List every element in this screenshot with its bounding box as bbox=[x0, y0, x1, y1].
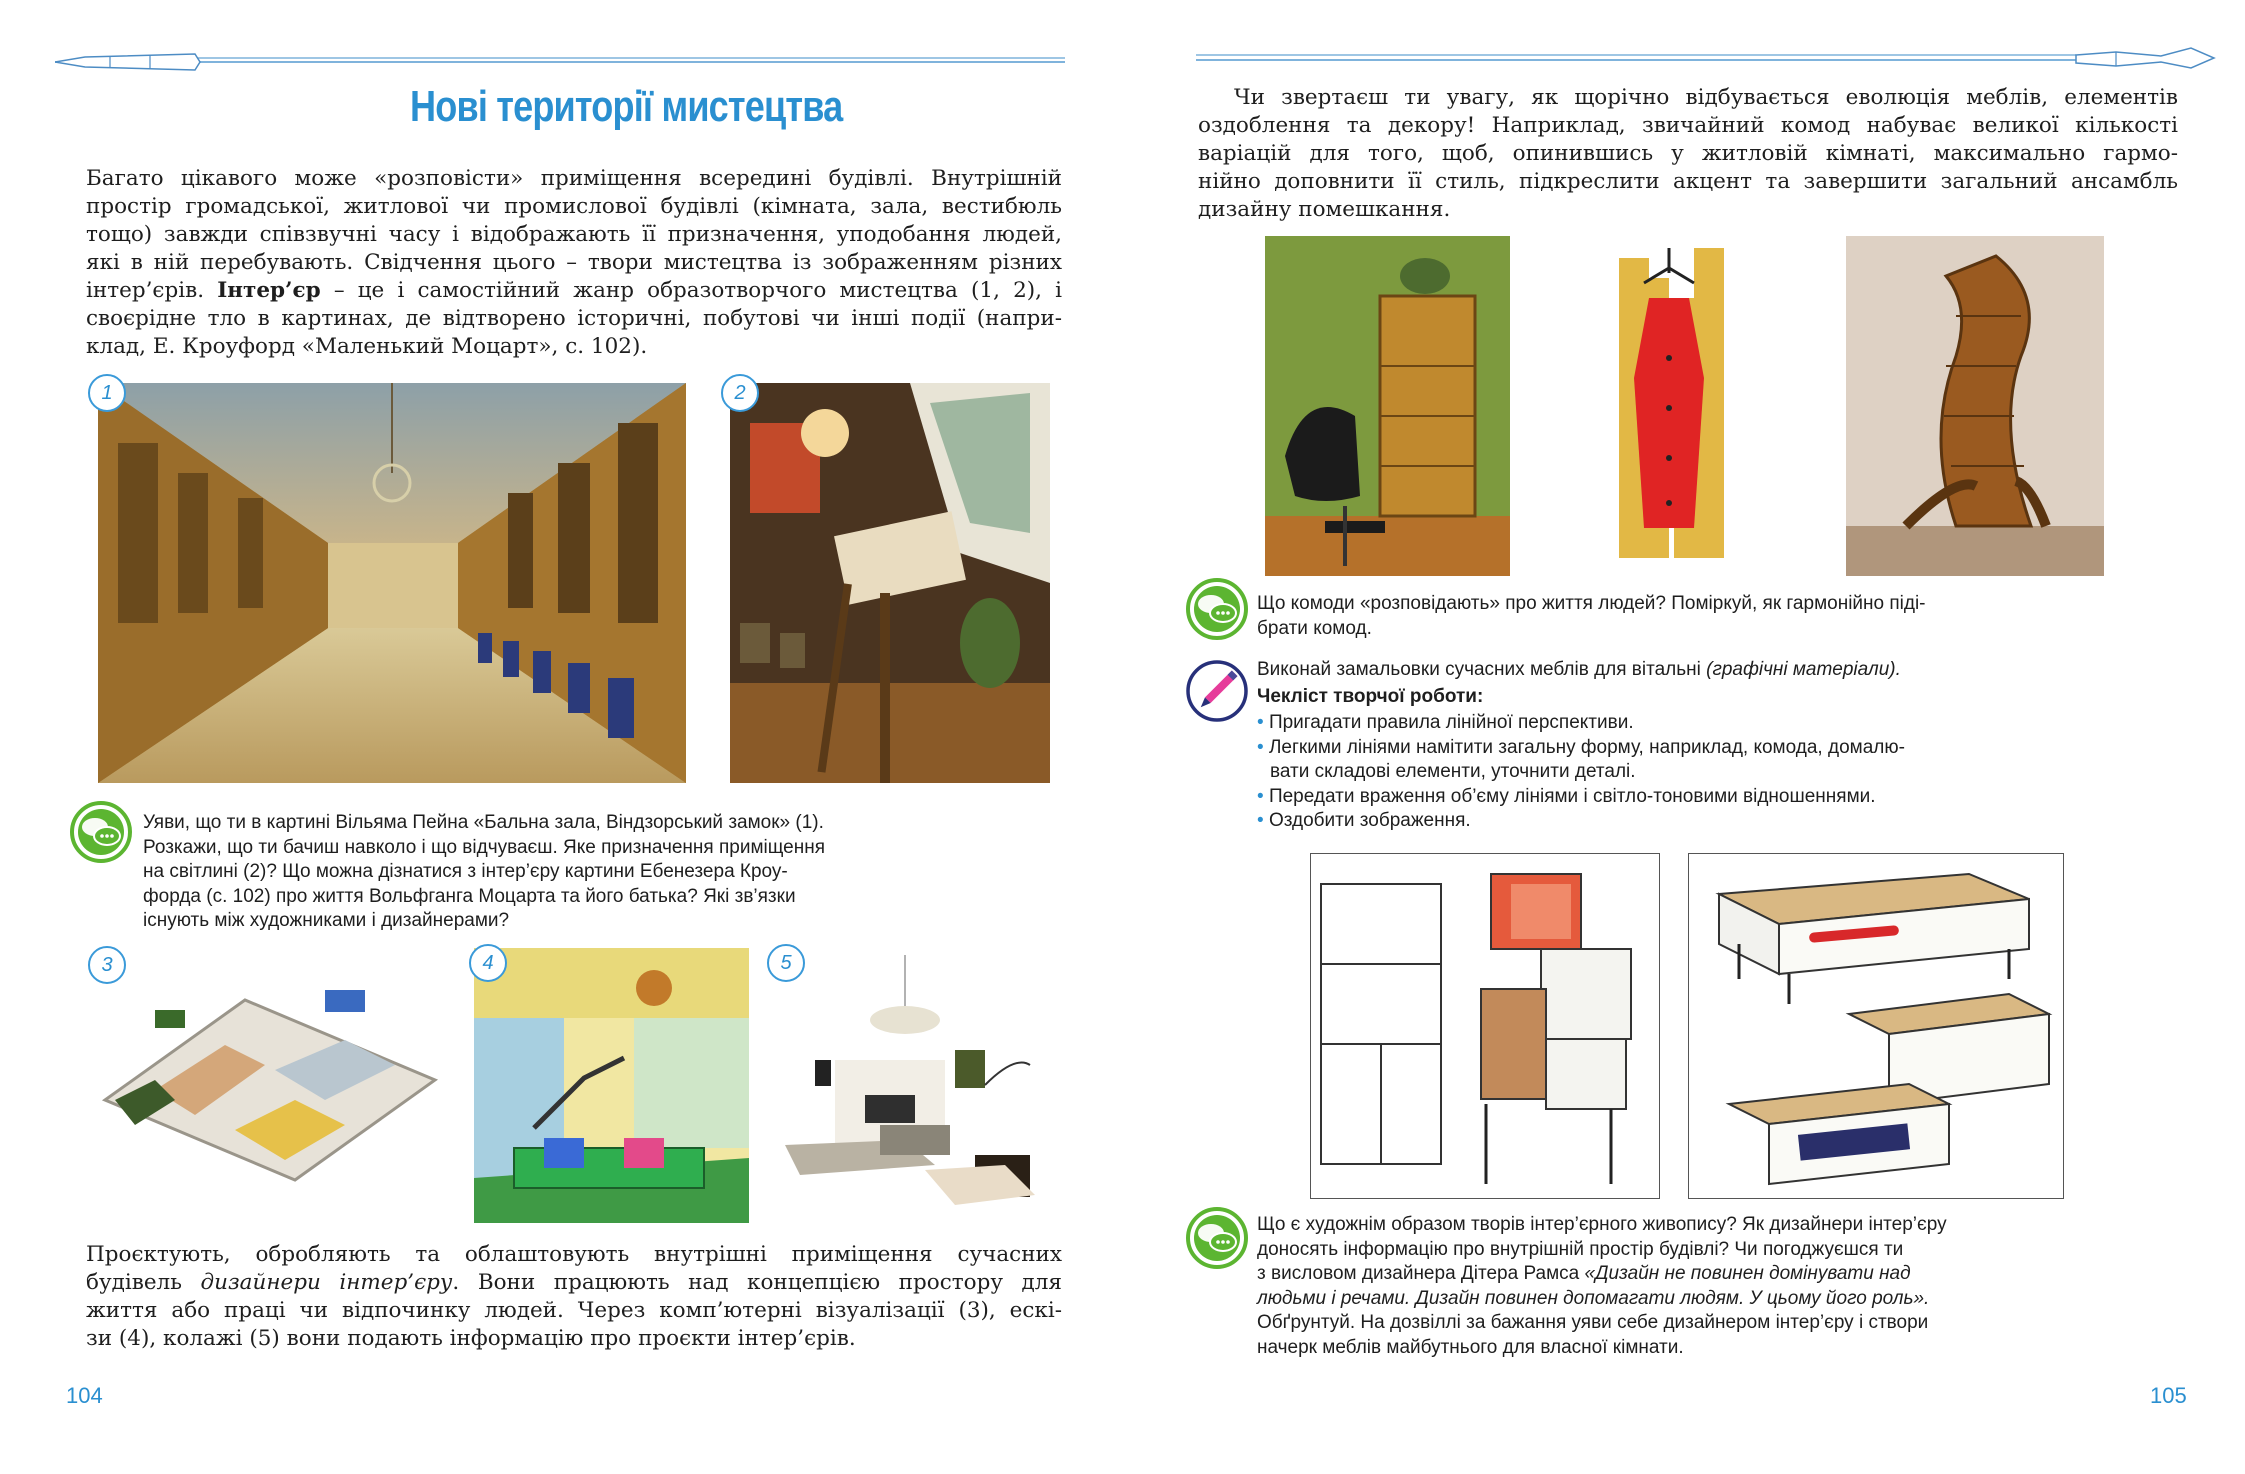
checklist-item-text: Передати враження об’єму лініями і світло-тоновими відношеннями. bbox=[1268, 785, 1876, 807]
interior-collage-image bbox=[775, 955, 1065, 1215]
closing-line-with-term bbox=[86, 1269, 1062, 1297]
task-materials: (графічні матеріали). bbox=[1706, 659, 1901, 680]
brush-line-icon bbox=[1196, 46, 2216, 72]
chat-bubble-icon bbox=[1186, 578, 1248, 640]
intro-line: інтер’єрів. bbox=[86, 278, 205, 303]
pen-line-icon bbox=[55, 50, 1065, 72]
ballroom-painting-image bbox=[98, 383, 686, 783]
closing-line: будівель bbox=[86, 1270, 182, 1295]
question-line: існують між художниками і дизайнерами? bbox=[143, 910, 510, 931]
furniture-paragraph bbox=[1198, 84, 2178, 224]
page-number-left: 104 bbox=[66, 1383, 103, 1408]
pencil-icon bbox=[1186, 660, 1248, 722]
page-title: Нові території мистецтва bbox=[410, 82, 843, 131]
bullet-icon: • bbox=[1257, 810, 1264, 831]
figure-label-2: 2 bbox=[721, 374, 759, 412]
intro-line: простір громадської, житлової чи промислової будівлі (кімната, зала, вестибюль bbox=[86, 194, 1062, 219]
intro-line: – це і самостійний жанр образотворчого мистецтва (1, 2), і bbox=[333, 278, 1062, 303]
furniture-line: варіацій для того, щоб, опинившись у житловій кімнаті, максимально гармо- bbox=[1198, 141, 2178, 166]
task-line bbox=[1257, 658, 2017, 683]
checklist-item-continued bbox=[1257, 760, 2017, 785]
intro-line: які в ній перебувають. Свідчення цього – твори мистецтва із зображенням різних bbox=[86, 250, 1062, 275]
task-text: Виконай замальовки сучасних меблів для вітальні bbox=[1257, 659, 1701, 680]
dress-dresser-image bbox=[1604, 238, 1739, 576]
checklist-item-text: Легкими лініями намітити загальну форму, наприклад, комода, домалю- bbox=[1268, 736, 1905, 758]
closing-line: життя або праці чи відпочинку людей. Через комп’ютерні візуалізації (3), ескі- bbox=[86, 1298, 1062, 1323]
figure-label-3: 3 bbox=[88, 946, 126, 984]
question-line: з висловом дизайнера Дітера Рамса bbox=[1257, 1263, 1580, 1284]
chat-bubble-icon bbox=[1186, 1207, 1248, 1269]
checklist-item-text: Оздобити зображення. bbox=[1268, 810, 1471, 831]
furniture-line: дизайну помешкання. bbox=[1198, 197, 1451, 222]
shelf-sketch-image bbox=[1310, 853, 1660, 1199]
checklist-title: Чекліст творчої роботи: bbox=[1257, 685, 1484, 707]
designer-quote: людьми і речами. Дизайн повинен допомагати людям. У цьому його роль». bbox=[1257, 1287, 1930, 1309]
checklist-item bbox=[1257, 736, 2017, 761]
term-interior: Інтер’єр bbox=[217, 278, 321, 303]
floorplan-visualization-image bbox=[95, 950, 445, 1185]
furniture-line: нійно доповнити її стиль, підкреслити акцент та завершити загальний ансамбль bbox=[1198, 169, 2178, 194]
question-line: начерк меблів майбутнього для власної кімнати. bbox=[1257, 1336, 1684, 1358]
checklist-item bbox=[1257, 785, 2017, 810]
question-line: доносять інформацію про внутрішній простір будівлі? Чи погоджуєшся ти bbox=[1257, 1238, 1904, 1260]
discussion-question-2 bbox=[1257, 592, 2017, 641]
furniture-line: Чи звертаєш ти увагу, як щорічно відбувається еволюція меблів, елементів bbox=[1234, 85, 2178, 110]
checklist-item-text: вати складові елементи, уточнити деталі. bbox=[1270, 761, 1636, 782]
question-line: брати комод. bbox=[1257, 617, 1372, 639]
discussion-question-1 bbox=[143, 811, 888, 934]
closing-paragraph bbox=[86, 1241, 1062, 1353]
question-line: на світлині (2)? Що можна дізнатися з інтер’єру картини Ебенезера Кроу- bbox=[143, 861, 788, 882]
page-number-right: 105 bbox=[2150, 1383, 2187, 1408]
bullet-icon: • bbox=[1257, 736, 1264, 758]
intro-line: клад, Е. Кроуфорд «Маленький Моцарт», с. 102). bbox=[86, 334, 648, 359]
question-line: Що комоди «розповідають» про життя людей? Поміркуй, як гармонійно піді- bbox=[1257, 593, 1926, 614]
drawing-task bbox=[1257, 658, 2017, 834]
designer-quote: «Дизайн не повинен домінувати над bbox=[1584, 1263, 1911, 1284]
interior-sketch-image bbox=[474, 948, 749, 1223]
bullet-icon: • bbox=[1257, 712, 1264, 733]
studio-photo-image bbox=[730, 383, 1050, 783]
curved-dresser-image bbox=[1846, 236, 2104, 576]
discussion-question-3 bbox=[1257, 1213, 2017, 1360]
question-line: Обґрунтуй. На дозвіллі за бажання уяви себе дизайнером інтер’єру і створи bbox=[1257, 1312, 1929, 1333]
chat-bubble-icon bbox=[70, 801, 132, 863]
checklist-item bbox=[1257, 711, 2017, 736]
checklist-item-text: Пригадати правила лінійної перспективи. bbox=[1268, 712, 1634, 733]
cabinet-sketch-image bbox=[1688, 853, 2064, 1199]
question-line: Розкажи, що ти бачиш навколо і що відчуваєш. Яке призначення приміщення bbox=[143, 836, 825, 858]
question-line: Уяви, що ти в картині Вільяма Пейна «Бальна зала, Віндзорський замок» (1). bbox=[143, 812, 824, 833]
intro-line-with-term bbox=[86, 277, 1062, 305]
furniture-line: оздоблення та декору! Наприклад, звичайний комод набуває великої кількості bbox=[1198, 113, 2178, 138]
term-interior-designers: дизайнери інтер’єру bbox=[200, 1270, 453, 1295]
intro-line: своєрідне тло в картинах, де відтворено історичні, побутові чи інші події (напри- bbox=[86, 306, 1062, 331]
closing-line: . Вони працюють над концепцією простору для bbox=[452, 1270, 1062, 1295]
figure-label-4: 4 bbox=[469, 944, 507, 982]
checklist-item bbox=[1257, 809, 2017, 834]
closing-line: зи (4), колажі (5) вони подають інформацію про проєкти інтер’єрів. bbox=[86, 1326, 856, 1351]
question-line: Що є художнім образом творів інтер’єрного живопису? Як дизайнери інтер’єру bbox=[1257, 1214, 1947, 1235]
antique-dresser-image bbox=[1265, 236, 1510, 576]
figure-label-1: 1 bbox=[88, 374, 126, 412]
closing-line: Проєктують, обробляють та облаштовують внутрішні приміщення сучасних bbox=[86, 1242, 1062, 1267]
intro-line: тощо) завжди співзвучні часу і відображають її призначення, уподобання людей, bbox=[86, 222, 1062, 247]
bullet-icon: • bbox=[1257, 785, 1264, 807]
intro-line: Багато цікавого може «розповісти» приміщення всередині будівлі. Внутрішній bbox=[86, 166, 1062, 191]
intro-paragraph bbox=[86, 165, 1062, 361]
figure-label-5: 5 bbox=[767, 944, 805, 982]
question-line-with-quote bbox=[1257, 1262, 2017, 1287]
question-line: форда (с. 102) про життя Вольфганга Моцарта та його батька? Які зв’язки bbox=[143, 885, 796, 907]
